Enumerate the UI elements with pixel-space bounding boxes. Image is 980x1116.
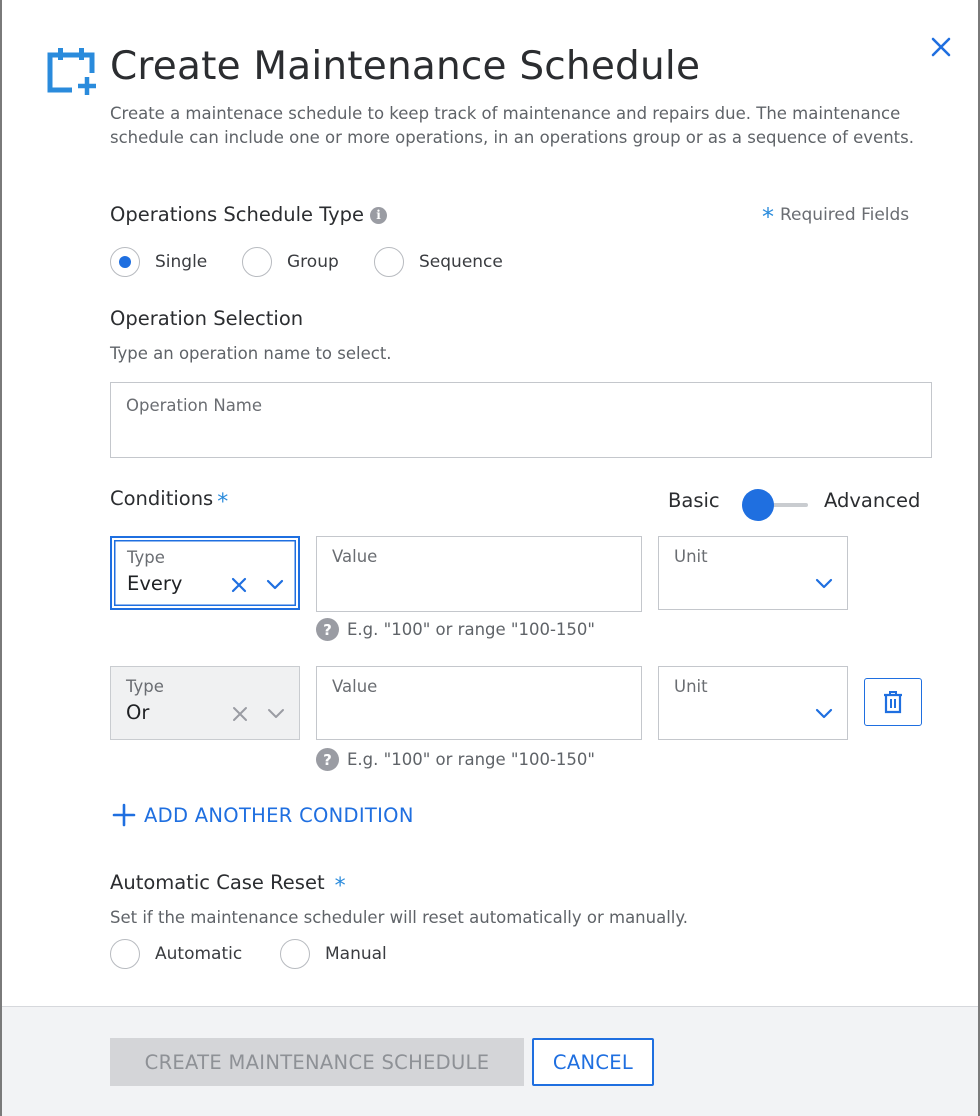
help-icon: ? [316,748,339,771]
value-label: Value [332,547,378,566]
condition-value-input[interactable] [316,666,642,740]
value-hint [316,618,595,641]
clear-button[interactable] [228,574,250,596]
value-hint-text: E.g. "100" or range "100-150" [347,750,596,769]
trash-icon [882,690,904,714]
condition-value-input[interactable] [316,536,642,612]
dropdown-button[interactable] [264,574,286,596]
create-maintenance-dialog [2,0,978,1116]
chevron-down-icon [267,708,285,720]
close-icon [931,37,951,57]
radio-label: Manual [325,944,387,964]
radio-button[interactable] [242,247,272,277]
add-condition-label: ADD ANOTHER CONDITION [144,803,414,827]
radio-button[interactable] [110,939,140,969]
toggle-basic-label: Basic [668,489,720,512]
unit-label: Unit [674,547,708,566]
radio-reset-automatic[interactable] [110,939,242,969]
dropdown-button[interactable] [265,703,287,725]
chevron-down-icon [815,708,833,720]
radio-label: Single [155,252,208,272]
case-reset-label: Automatic Case Reset [110,871,325,894]
create-schedule-button[interactable]: CREATE MAINTENANCE SCHEDULE [110,1038,524,1086]
radio-label: Sequence [419,252,503,272]
delete-condition-button[interactable] [864,678,922,726]
dialog-description: Create a maintenace schedule to keep track of maintenance and repairs due. The maintenance schedule can include one or more operations, in an operations group or as a sequence of events. [110,104,914,147]
conditions-heading [110,487,228,515]
radio-label: Group [287,252,339,272]
required-fields-note [762,203,909,231]
case-reset-heading [110,871,346,899]
radio-schedule-group[interactable] [242,247,339,277]
basic-advanced-toggle[interactable] [742,489,810,521]
value-hint [316,748,595,771]
case-reset-helper: Set if the maintenance scheduler will reset automatically or manually. [110,908,689,927]
unit-label: Unit [674,677,708,696]
radio-schedule-sequence[interactable] [374,247,503,277]
operation-name-label: Operation Name [126,396,263,415]
clear-icon [231,577,247,593]
toggle-knob[interactable] [742,489,774,521]
condition-type-select[interactable] [110,666,300,740]
value-label: Value [332,677,378,696]
condition-unit-select[interactable] [658,666,848,740]
radio-schedule-single[interactable] [110,247,207,277]
dialog-footer [2,1006,978,1116]
operation-name-input[interactable] [110,382,932,458]
required-star-icon: * [762,203,774,231]
radio-reset-manual[interactable] [280,939,387,969]
required-star-icon: * [334,874,346,899]
calendar-add-icon [46,46,98,96]
close-button[interactable] [927,33,955,61]
plus-icon [112,803,136,827]
dropdown-button[interactable] [813,573,835,595]
type-label: Type [126,677,164,696]
radio-button[interactable] [280,939,310,969]
dropdown-button[interactable] [813,703,835,725]
add-condition-button[interactable] [112,803,414,827]
schedule-type-label: Operations Schedule Type [110,203,364,226]
clear-button[interactable] [229,703,251,725]
cancel-button[interactable]: CANCEL [532,1038,654,1086]
type-label: Type [127,548,165,567]
condition-unit-select[interactable] [658,536,848,610]
required-star-icon: * [217,490,229,515]
chevron-down-icon [815,578,833,590]
condition-type-select[interactable] [110,536,300,610]
schedule-type-heading [110,203,387,226]
chevron-down-icon [266,579,284,591]
dialog-title: Create Maintenance Schedule [110,44,701,89]
type-value: Every [127,572,183,595]
radio-label: Automatic [155,944,243,964]
help-icon: ? [316,618,339,641]
conditions-label: Conditions [110,487,214,510]
toggle-advanced-label: Advanced [824,489,921,512]
info-icon[interactable]: i [370,207,387,224]
clear-icon [232,706,248,722]
value-hint-text: E.g. "100" or range "100-150" [347,620,596,639]
radio-button-selected[interactable] [110,247,140,277]
operation-selection-helper: Type an operation name to select. [110,344,392,363]
radio-button[interactable] [374,247,404,277]
operation-selection-heading: Operation Selection [110,307,304,330]
type-value: Or [126,701,150,724]
required-fields-label: Required Fields [780,205,910,225]
